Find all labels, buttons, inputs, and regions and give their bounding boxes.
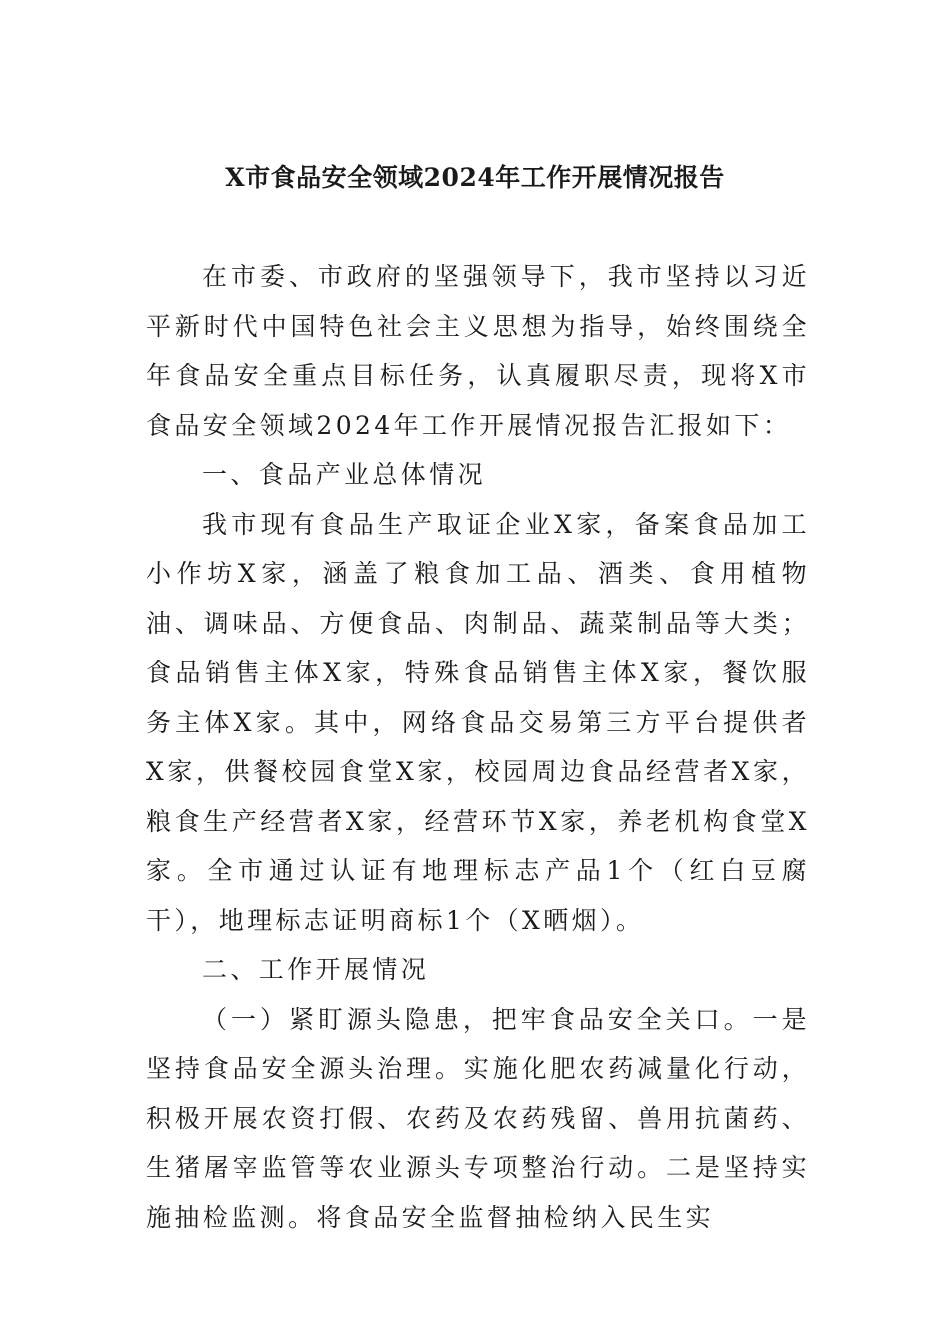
section-heading-2: 二、工作开展情况 xyxy=(202,955,430,984)
intro-paragraph: 在市委、市政府的坚强领导下，我市坚持以习近平新时代中国特色社会主义思想为指导，始终围绕全年食品安全重点目标任务，认真履职尽责，现将X市食品安全领域2024年工作开展情况报告汇报如下： xyxy=(146,262,810,440)
industry-overview-paragraph: 我市现有食品生产取证企业X家，备案食品加工小作坊X家，涵盖了粮食加工品、酒类、食用植物油、调味品、方便食品、肉制品、蔬菜制品等大类；食品销售主体X家，特殊食品销售主体X家，餐饮服务主体X家。其中，网络食品交易第三方平台提供者X家，供餐校园食堂X家，校园周边食品经营者X家，粮食生产经营者X家，经营环节X家，养老机构食堂X家。全市通过认证有地理标志产品1个（红白豆腐干），地理标志证明商标1个（X晒烟）。 xyxy=(146,509,810,935)
document-body xyxy=(146,252,810,1242)
document-title: X市食品安全领域2024年工作开展情况报告 xyxy=(225,163,725,192)
work-progress-paragraph: （一）紧盯源头隐患，把牢食品安全关口。一是坚持食品安全源头治理。实施化肥农药减量化行动，积极开展农资打假、农药及农药残留、兽用抗菌药、生猪屠宰监管等农业源头专项整治行动。二是坚持实施抽检监测。将食品安全监督抽检纳入民生实 xyxy=(146,1004,810,1232)
section-heading-1: 一、食品产业总体情况 xyxy=(202,460,487,489)
